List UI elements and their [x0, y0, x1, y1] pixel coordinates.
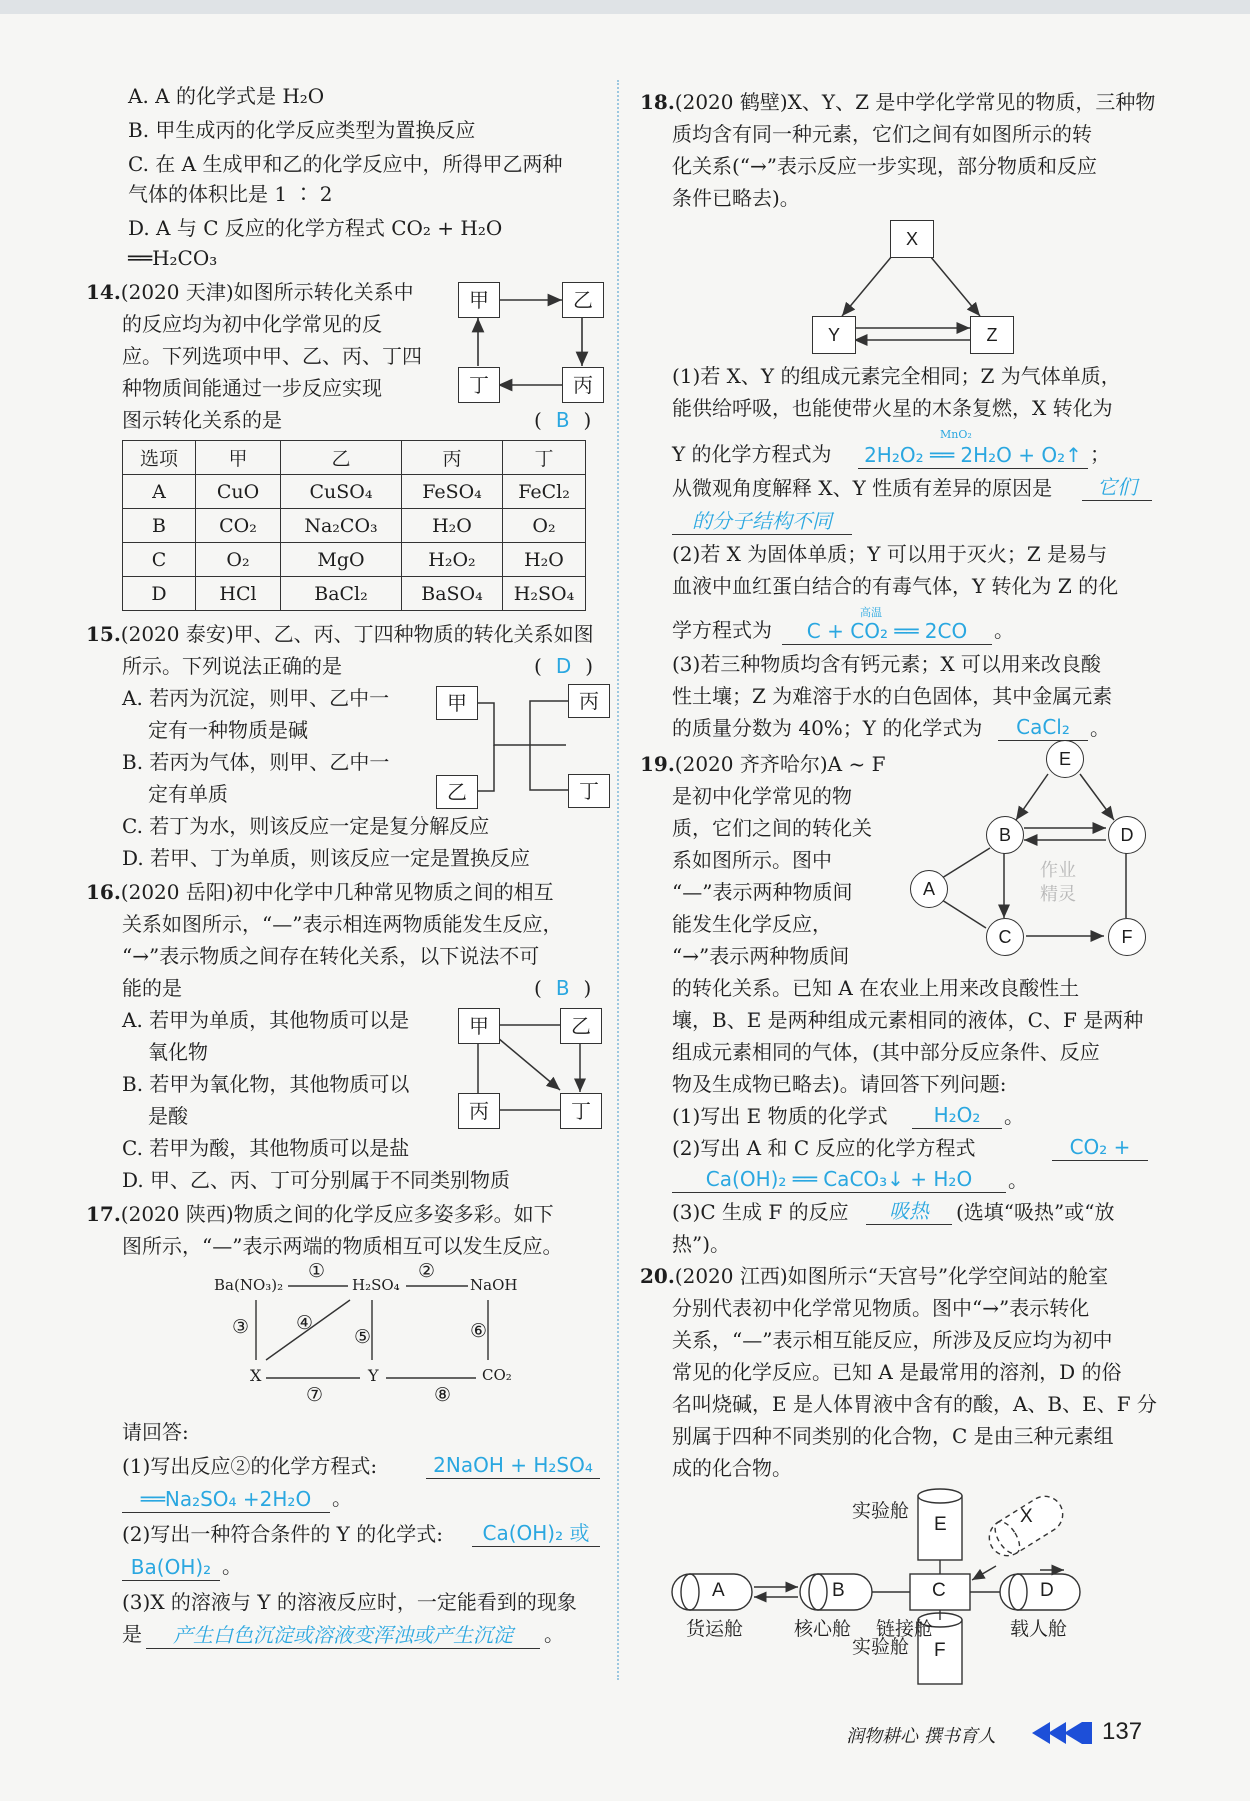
q19-period-1: 。	[1004, 1104, 1024, 1128]
q17-node-bano3: Ba(NO₃)₂	[214, 1276, 284, 1294]
q16-paren-open: (	[534, 976, 542, 1000]
q18-part-1-cont3: 从微观角度解释 X、Y 性质有差异的原因是	[672, 476, 1053, 500]
q19-answer-2a: CO₂ +	[1052, 1134, 1148, 1161]
q19-node-c: C	[986, 918, 1024, 956]
table-cell: D	[123, 577, 196, 611]
q15-option-a-cont: 定有一种物质是碱	[148, 718, 308, 742]
q17-mark-8: ⑧	[434, 1384, 452, 1406]
q19-line-8: 的转化关系。已知 A 在农业上用来改良酸性土	[672, 976, 1080, 1000]
q18-node-y: Y	[812, 316, 856, 354]
q18-semicolon: ；	[1090, 442, 1110, 466]
q17-mark-3: ③	[232, 1316, 250, 1338]
q14-node-jia: 甲	[458, 282, 500, 318]
q18-line-4: 条件已略去)。	[672, 186, 800, 210]
q20-node-x: X	[1020, 1506, 1033, 1527]
table-cell: O₂	[503, 509, 586, 543]
q17-source: (2020 陕西)	[120, 1202, 234, 1226]
q17-mark-1: ①	[308, 1260, 326, 1282]
q19-line-2: 是初中化学常见的物	[672, 784, 852, 808]
q17-answer-2a: Ca(OH)₂ 或	[472, 1520, 600, 1547]
table-cell: BaSO₄	[402, 577, 503, 611]
page-number: 137	[1102, 1718, 1143, 1745]
q15-line-1: 甲、乙、丙、丁四种物质的转化关系如图	[233, 622, 594, 646]
q18-part-1-cont2: Y 的化学方程式为	[672, 442, 832, 466]
q18-answer-2-condition: 高温	[860, 606, 882, 619]
table-cell: H₂O	[402, 509, 503, 543]
q16-option-a: A. 若甲为单质，其他物质可以是	[122, 1008, 410, 1032]
q18-answer-3: CaCl₂	[998, 714, 1088, 741]
table-cell: BaCl₂	[281, 577, 402, 611]
q16-option-a-cont: 氧化物	[148, 1040, 208, 1064]
q18-answer-1f: 的分子结构不同	[672, 508, 852, 535]
q20-line-2: 分别代表初中化学常见物质。图中“→”表示转化	[672, 1296, 1090, 1320]
q13-option-c: C. 在 A 生成甲和乙的化学反应中，所得甲乙两种	[128, 152, 563, 176]
q17-node-co2: CO₂	[482, 1366, 512, 1384]
q14-line-4: 种物质间能通过一步反应实现	[122, 376, 382, 400]
table-cell: CuO	[196, 475, 281, 509]
q20-label-link: 链接舱	[876, 1618, 934, 1640]
q17-node-x: X	[250, 1366, 262, 1385]
q17-line-1: 物质之间的化学反应多姿多彩。如下	[233, 1202, 554, 1226]
q18-line-1: X、Y、Z 是中学化学常见的物质，三种物	[787, 90, 1156, 114]
q20-label-core: 核心舱	[794, 1618, 852, 1640]
q15-line-2: 所示。下列说法正确的是	[122, 654, 342, 678]
q20-source: (2020 江西)	[674, 1264, 788, 1288]
q19-node-b: B	[986, 816, 1024, 854]
q15-node-ding: 丁	[568, 774, 610, 808]
q17-node-naoh: NaOH	[470, 1276, 518, 1294]
q15-option-c: C. 若丁为水，则该反应一定是复分解反应	[122, 814, 490, 838]
q18-answer-1-catalyst: MnO₂	[940, 428, 972, 441]
q17-line-2: 图所示，“—”表示两端的物质相互可以发生反应。	[122, 1234, 563, 1258]
q18-part-3-cont2: 的质量分数为 40%；Y 的化学式为	[672, 716, 983, 740]
q19-source: (2020 齐齐哈尔)	[674, 752, 828, 776]
q15-answer: D	[555, 654, 572, 678]
table-cell: H₂SO₄	[503, 577, 586, 611]
table-cell: CuSO₄	[281, 475, 402, 509]
q13-option-d: D. A 与 C 反应的化学方程式 CO₂ + H₂O	[128, 216, 503, 240]
table-cell: 乙	[281, 441, 402, 475]
q16-line-1: 初中化学中几种常见物质之间的相互	[233, 880, 554, 904]
q19-line-1: A ~ F	[827, 752, 886, 776]
q13-option-a: A. A 的化学式是 H₂O	[128, 84, 325, 108]
q15-number: 15.	[86, 622, 121, 646]
q19-node-e: E	[1046, 740, 1084, 778]
watermark-stamp-bottom: 精灵	[1040, 884, 1076, 905]
q18-node-z: Z	[970, 316, 1014, 354]
table-cell: CO₂	[196, 509, 281, 543]
q15-option-b-cont: 定有单质	[148, 782, 228, 806]
q13-option-c-cont: 气体的体积比是 1 ∶ 2	[128, 182, 333, 206]
q19-part-3-cont2: 热”)。	[672, 1232, 731, 1256]
q19-line-11: 物及生成物已略去)。请回答下列问题:	[672, 1072, 1007, 1096]
q16-number: 16.	[86, 880, 121, 904]
q14-source: (2020 天津)	[120, 280, 234, 304]
q17-part-3: (3)X 的溶液与 Y 的溶液反应时，一定能看到的现象	[122, 1590, 577, 1614]
q17-answer-1a: 2NaOH + H₂SO₄	[426, 1452, 600, 1479]
q18-part-2: (2)若 X 为固体单质；Y 可以用于灭火；Z 是易与	[672, 542, 1108, 566]
q20-line-3: 关系，“—”表示相互能反应，所涉及反应均为初中	[672, 1328, 1113, 1352]
q19-part-2: (2)写出 A 和 C 反应的化学方程式	[672, 1136, 976, 1160]
q19-line-9: 壤，B、E 是两种组成元素相同的液体，C、F 是两种	[672, 1008, 1144, 1032]
q14-node-bing: 丙	[562, 367, 604, 403]
q18-answer-2: C + CO₂ ══ 2CO	[782, 618, 992, 645]
q16-line-2: 关系如图所示，“—”表示相连两物质能发生反应，	[122, 912, 563, 936]
q16-option-d: D. 甲、乙、丙、丁可分别属于不同类别物质	[122, 1168, 511, 1192]
q16-option-c: C. 若甲为酸，其他物质可以是盐	[122, 1136, 410, 1160]
q17-answer-3: 产生白色沉淀或溶液变浑浊或产生沉淀	[146, 1622, 540, 1649]
q16-node-bing: 丙	[458, 1093, 500, 1129]
q19-answer-1: H₂O₂	[912, 1102, 1002, 1129]
q16-line-4: 能的是	[122, 976, 182, 1000]
q20-label-lab-bottom: 实验舱	[852, 1636, 910, 1658]
q18-answer-1e: 它们	[1082, 474, 1152, 501]
q17-period-2: 。	[222, 1554, 242, 1578]
table-cell: A	[123, 475, 196, 509]
q19-node-a: A	[910, 870, 948, 908]
q20-node-f: F	[934, 1640, 946, 1661]
q16-line-3: “→”表示物质之间存在转化关系，以下说法不可	[122, 944, 540, 968]
q18-part-1-cont: 能供给呼吸，也能使带火星的木条复燃，X 转化为	[672, 396, 1113, 420]
q17-mark-2: ②	[418, 1260, 436, 1282]
q17-part-1: (1)写出反应②的化学方程式:	[122, 1454, 378, 1478]
table-cell: 丁	[503, 441, 586, 475]
q17-part-3-cont: 是	[122, 1622, 142, 1646]
q18-line-3: 化关系(“→”表示反应一步实现，部分物质和反应	[672, 154, 1098, 178]
q18-part-2-cont: 血液中血红蛋白结合的有毒气体，Y 转化为 Z 的化	[672, 574, 1119, 598]
q20-number: 20.	[640, 1264, 675, 1288]
q20-label-cargo: 货运舱	[686, 1618, 744, 1640]
q19-line-7: “→”表示两种物质间	[672, 944, 850, 968]
table-cell: C	[123, 543, 196, 577]
q17-please-answer: 请回答:	[122, 1420, 189, 1444]
q19-node-d: D	[1108, 816, 1146, 854]
table-cell: HCl	[196, 577, 281, 611]
q18-line-2: 质均含有同一种元素，它们之间有如图所示的转	[672, 122, 1092, 146]
q15-paren-close: )	[585, 654, 594, 678]
q16-node-jia: 甲	[458, 1008, 500, 1044]
q19-period-2: 。	[1008, 1168, 1028, 1192]
q14-line-1: 如图所示转化关系中	[233, 280, 414, 304]
q20-node-d: D	[1040, 1580, 1054, 1601]
q18-node-x: X	[890, 220, 934, 258]
q15-option-d: D. 若甲、丁为单质，则该反应一定是置换反应	[122, 846, 531, 870]
q19-line-5: “—”表示两种物质间	[672, 880, 853, 904]
q19-line-3: 质，它们之间的转化关	[672, 816, 872, 840]
q14-line-3: 应。下列选项中甲、乙、丙、丁四	[122, 344, 422, 368]
footer-arrows-icon	[1032, 1720, 1094, 1746]
q14-answer: B	[555, 408, 570, 432]
q19-node-f: F	[1108, 918, 1146, 956]
q20-node-a: A	[712, 1580, 725, 1601]
q17-period-3: 。	[544, 1622, 564, 1646]
q18-number: 18.	[640, 90, 675, 114]
q19-part-3: (3)C 生成 F 的反应	[672, 1200, 849, 1224]
q14-paren-open: (	[534, 408, 542, 432]
table-cell: FeSO₄	[402, 475, 503, 509]
q17-part-2: (2)写出一种符合条件的 Y 的化学式:	[122, 1522, 443, 1546]
q20-node-e: E	[934, 1514, 947, 1535]
q17-period-1: 。	[332, 1486, 352, 1510]
q17-mark-6: ⑥	[470, 1320, 488, 1342]
q20-line-6: 别属于四种不同类别的化合物，C 是由三种元素组	[672, 1424, 1114, 1448]
q15-source: (2020 泰安)	[120, 622, 234, 646]
q16-paren-close: )	[583, 976, 592, 1000]
q18-period-3: 。	[1090, 716, 1110, 740]
table-cell: 丙	[402, 441, 503, 475]
table-cell: MgO	[281, 543, 402, 577]
q14-node-ding: 丁	[458, 367, 500, 403]
q17-mark-4: ④	[296, 1312, 314, 1334]
q19-part-1: (1)写出 E 物质的化学式	[672, 1104, 888, 1128]
q20-label-lab-top: 实验舱	[852, 1500, 910, 1522]
table-cell: O₂	[196, 543, 281, 577]
q20-line-4: 常见的化学反应。已知 A 是最常用的溶剂，D 的俗	[672, 1360, 1122, 1384]
q18-part-3-cont: 性土壤；Z 为难溶于水的白色固体，其中金属元素	[672, 684, 1113, 708]
q16-node-ding: 丁	[560, 1093, 602, 1129]
q14-line-5: 图示转化关系的是	[122, 408, 282, 432]
q20-line-5: 名叫烧碱，E 是人体胃液中含有的酸，A、B、E、F 分	[672, 1392, 1157, 1416]
q17-mark-7: ⑦	[306, 1384, 324, 1406]
q15-node-bing: 丙	[568, 684, 610, 718]
q20-line-1: 如图所示“天宫号”化学空间站的舱室	[787, 1264, 1109, 1288]
q19-answer-2b: Ca(OH)₂ ══ CaCO₃↓ + H₂O	[672, 1166, 1006, 1193]
q17-mark-5: ⑤	[354, 1326, 372, 1348]
q20-node-b: B	[832, 1580, 845, 1601]
q17-number: 17.	[86, 1202, 121, 1226]
q19-number: 19.	[640, 752, 675, 776]
q19-line-6: 能发生化学反应，	[672, 912, 832, 936]
q18-answer-1: 2H₂O₂ ══ 2H₂O + O₂↑	[858, 442, 1088, 469]
q13-option-d-cont: ══H₂CO₃	[128, 246, 218, 270]
q16-node-yi: 乙	[560, 1008, 602, 1044]
q18-part-3: (3)若三种物质均含有钙元素；X 可以用来改良酸	[672, 652, 1101, 676]
q15-node-jia: 甲	[436, 686, 478, 720]
q13-option-b: B. 甲生成丙的化学反应类型为置换反应	[128, 118, 476, 142]
table-cell: Na₂CO₃	[281, 509, 402, 543]
q20-node-c: C	[932, 1580, 946, 1601]
q16-source: (2020 岳阳)	[120, 880, 234, 904]
q17-node-h2so4: H₂SO₄	[352, 1276, 400, 1294]
q20-label-crew: 载人舱	[1010, 1618, 1068, 1640]
q14-paren-close: )	[583, 408, 592, 432]
q15-option-b: B. 若丙为气体，则甲、乙中一	[122, 750, 390, 774]
watermark-stamp-top: 作业	[1040, 860, 1076, 881]
q16-answer: B	[555, 976, 570, 1000]
q19-part-3-cont: (选填“吸热”或“放	[956, 1200, 1115, 1224]
q15-option-a: A. 若丙为沉淀，则甲、乙中一	[122, 686, 390, 710]
table-cell: H₂O₂	[402, 543, 503, 577]
table-cell: B	[123, 509, 196, 543]
q16-option-b-cont: 是酸	[148, 1104, 188, 1128]
q17-answer-2b: Ba(OH)₂	[122, 1554, 220, 1581]
q18-period-2: 。	[994, 618, 1014, 642]
footer-slogan: 润物耕心 撰书育人	[846, 1726, 996, 1747]
table-cell: FeCl₂	[503, 475, 586, 509]
q15-paren-open: (	[534, 654, 542, 678]
q20-line-7: 成的化合物。	[672, 1456, 792, 1480]
table-cell: 选项	[123, 441, 196, 475]
q18-part-2-cont2: 学方程式为	[672, 618, 772, 642]
q18-source: (2020 鹤壁)	[674, 90, 788, 114]
q19-answer-3: 吸热	[866, 1198, 952, 1225]
q14-number: 14.	[86, 280, 121, 304]
table-cell: 甲	[196, 441, 281, 475]
q17-answer-1b: ══Na₂SO₄ +2H₂O	[122, 1486, 330, 1513]
q17-node-y: Y	[368, 1366, 379, 1385]
q14-node-yi: 乙	[562, 282, 604, 318]
q14-line-2: 的反应均为初中化学常见的反	[122, 312, 382, 336]
q19-line-10: 组成元素相同的气体，(其中部分反应条件、反应	[672, 1040, 1100, 1064]
table-cell: H₂O	[503, 543, 586, 577]
q16-option-b: B. 若甲为氧化物，其他物质可以	[122, 1072, 410, 1096]
q19-line-4: 系如图所示。图中	[672, 848, 832, 872]
q18-part-1: (1)若 X、Y 的组成元素完全相同；Z 为气体单质，	[672, 364, 1121, 388]
q15-node-yi: 乙	[436, 775, 478, 809]
